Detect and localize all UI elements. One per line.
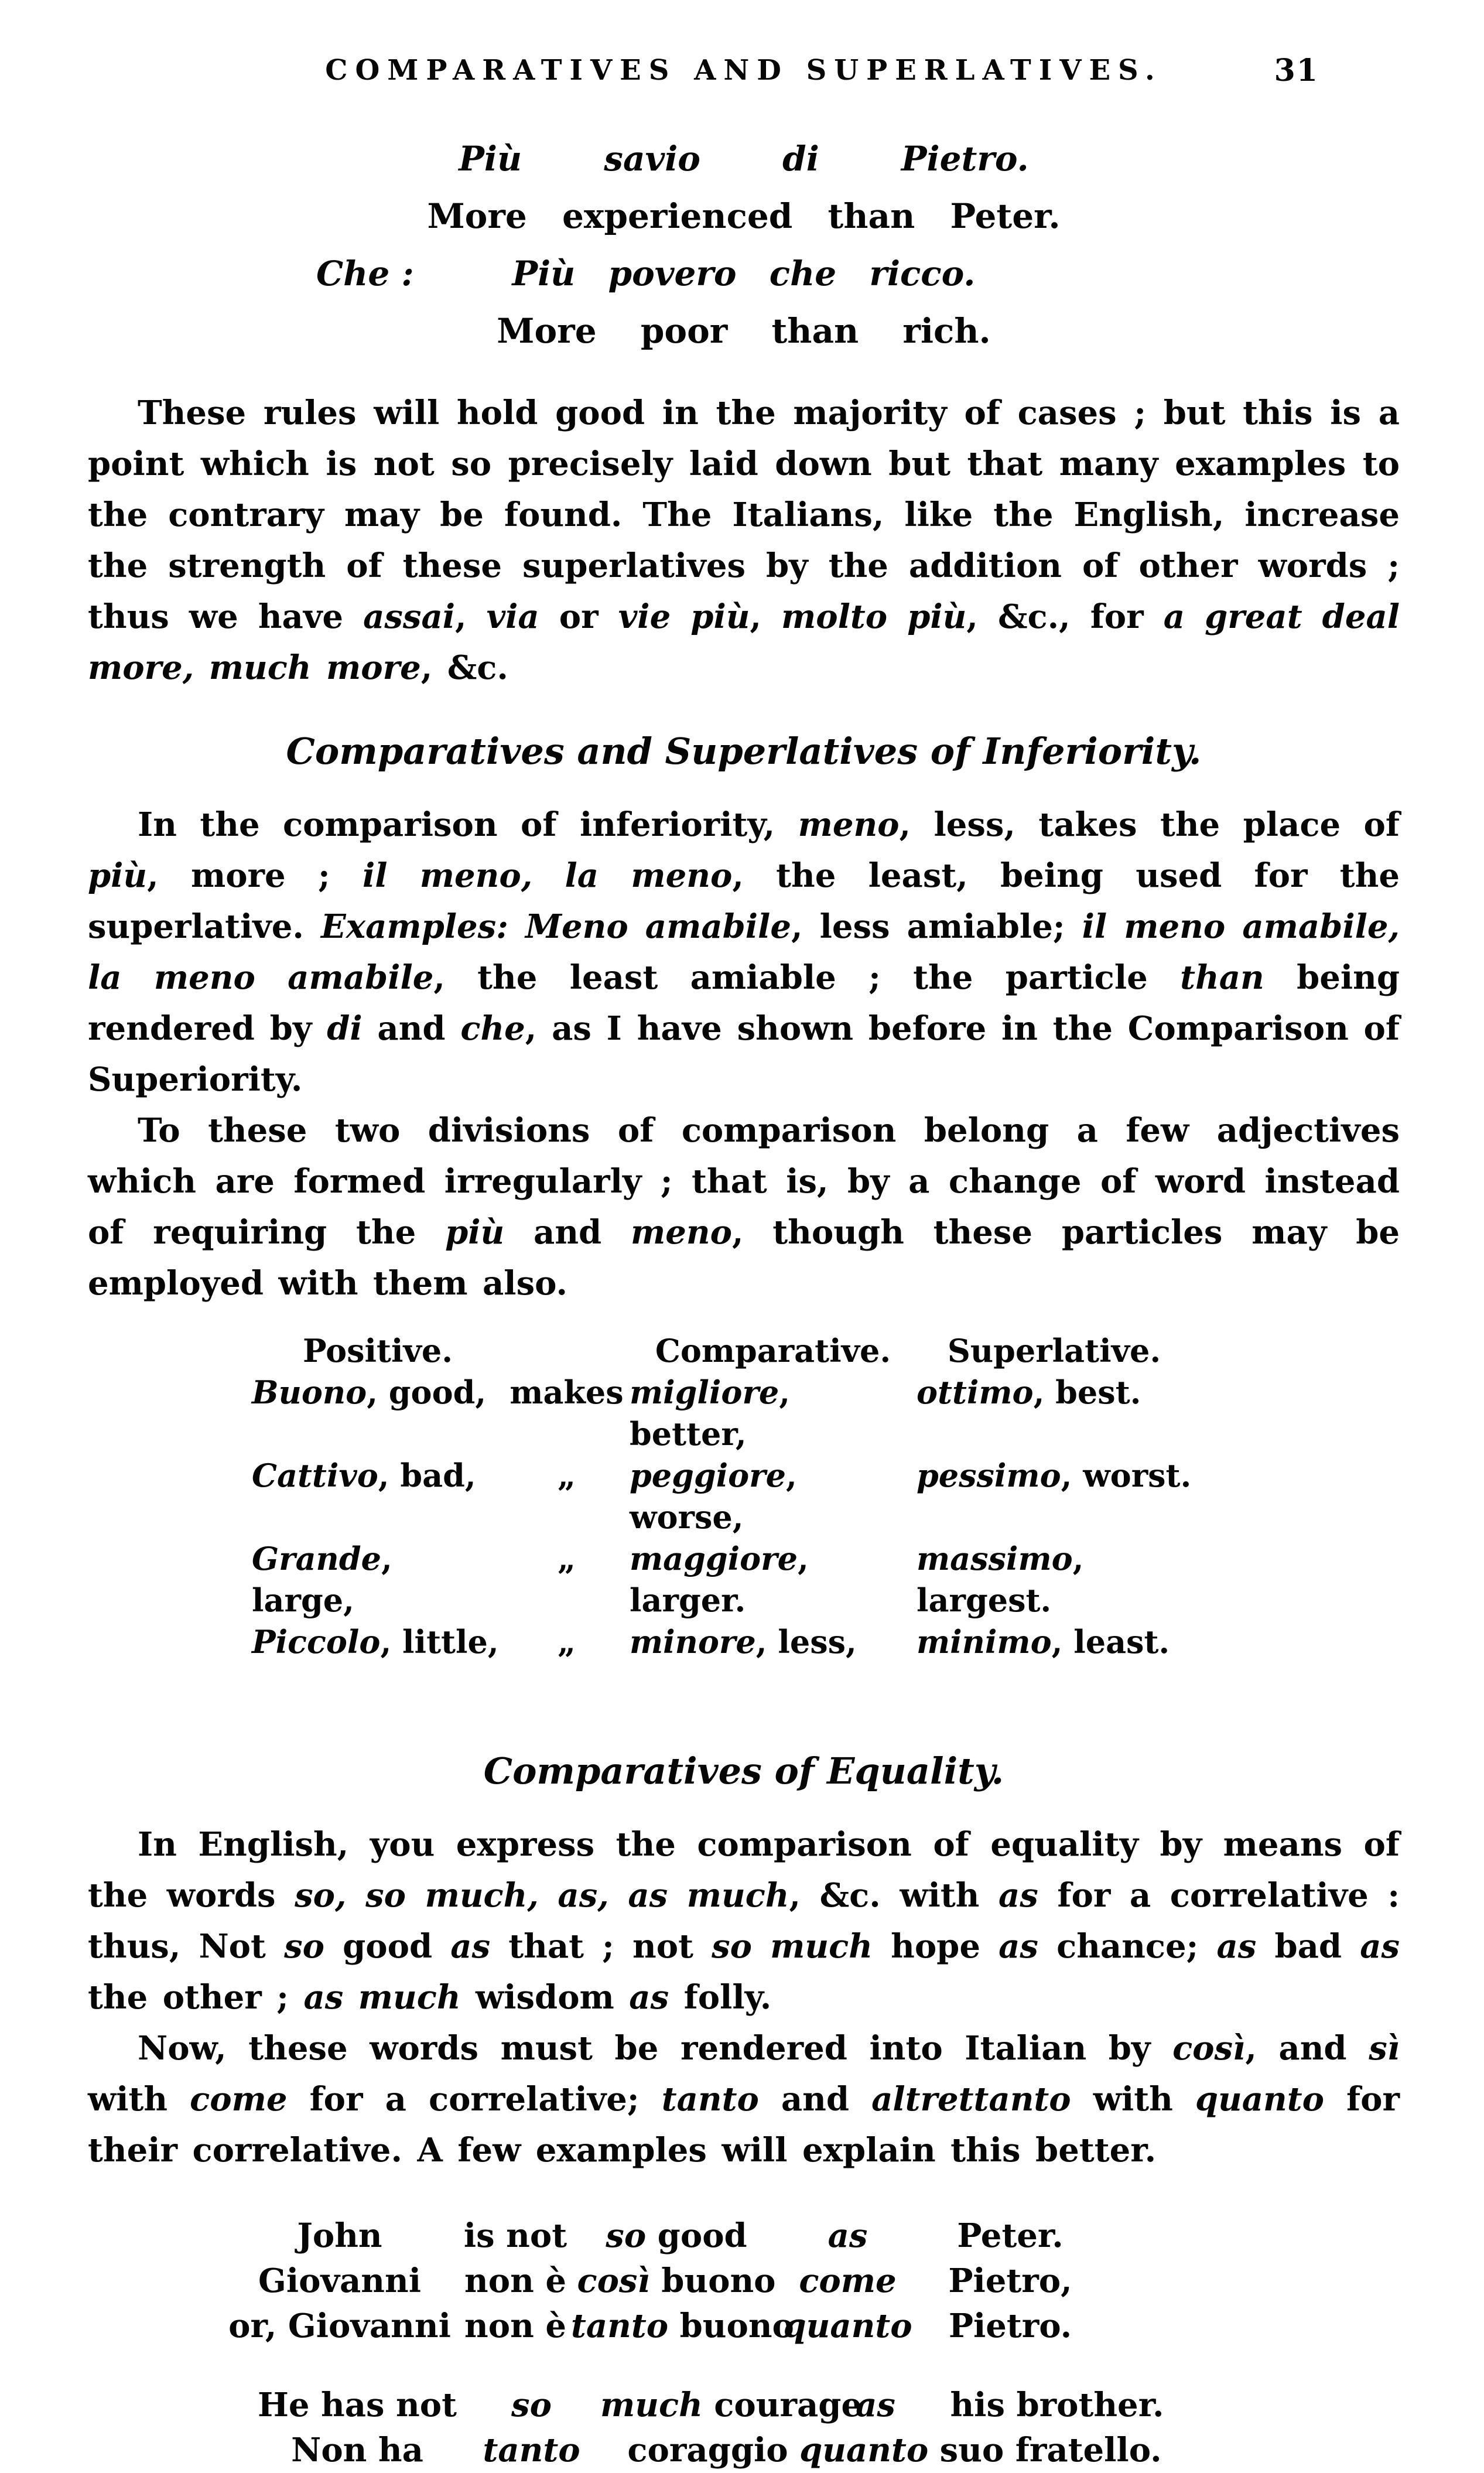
example-cell: as bbox=[828, 2216, 868, 2255]
equality-example-table-1 bbox=[220, 2214, 1400, 2349]
example-english-line-2: More poor than rich. bbox=[497, 311, 991, 351]
paragraph-irregular-adjectives: To these two divisions of comparison belong a few adjectives which are formed irregularly ; that is, by a change of word instead of requiring the più and meno, though these particles may be employed with them also. bbox=[88, 1111, 1400, 1303]
table-cell-comparative: migliore, better, bbox=[630, 1374, 791, 1453]
column-header-comparative: Comparative. bbox=[655, 1332, 891, 1369]
example-cell: is not bbox=[463, 2216, 567, 2255]
example-che-line bbox=[88, 245, 1400, 302]
section-heading-inferiority: Comparatives and Superlatives of Inferiority. bbox=[286, 730, 1202, 773]
example-cell: non è bbox=[464, 2262, 566, 2300]
paragraph-equality-english: In English, you express the comparison of equality by means of the words so, so much, as, as much, &c. with as for a correlative : thus, Not so good as that ; not so much hope as chance; as bad as the other ; as much wisdom as folly. bbox=[88, 1825, 1400, 2017]
page-number: 31 bbox=[1274, 53, 1319, 88]
table-cell-ditto: „ bbox=[557, 1457, 576, 1494]
example-cell: coraggio quanto suo fratello. bbox=[627, 2431, 1162, 2469]
example-italian-line-2: Più povero che ricco. bbox=[512, 254, 976, 293]
column-header-superlative: Superlative. bbox=[947, 1332, 1161, 1369]
example-cell: Giovanni bbox=[258, 2262, 421, 2300]
table-cell-positive: Grande, large, bbox=[252, 1540, 392, 1619]
column-header-spacer bbox=[504, 1330, 630, 1372]
example-cell: così buono bbox=[577, 2262, 776, 2300]
example-cell: tanto buono bbox=[571, 2307, 794, 2345]
top-example-block bbox=[88, 130, 1400, 360]
table-cell-superlative: massimo, largest. bbox=[917, 1540, 1084, 1619]
table-cell-comparative: peggiore, worse, bbox=[630, 1457, 797, 1536]
table-cell-superlative: minimo, least. bbox=[917, 1623, 1170, 1661]
column-header-positive: Positive. bbox=[302, 1332, 453, 1369]
example-cell: non è bbox=[464, 2307, 566, 2345]
example-cell: Peter. bbox=[957, 2216, 1064, 2255]
table-cell-ditto: „ bbox=[557, 1623, 576, 1661]
example-cell: much courage bbox=[600, 2386, 863, 2424]
table-cell-comparative: maggiore, larger. bbox=[630, 1540, 809, 1619]
table-cell-superlative: ottimo, best. bbox=[917, 1374, 1141, 1411]
example-cell: John bbox=[297, 2216, 382, 2255]
table-cell-superlative: pessimo, worst. bbox=[917, 1457, 1192, 1494]
section-heading-equality: Comparatives of Equality. bbox=[483, 1750, 1004, 1792]
table-cell-positive: Buono, good, bbox=[252, 1374, 487, 1411]
example-cell: quanto bbox=[783, 2307, 912, 2345]
table-cell-ditto: „ bbox=[557, 1540, 576, 1577]
example-cell: or, Giovanni bbox=[228, 2307, 451, 2345]
running-header bbox=[88, 54, 1400, 91]
example-italian-line-1: Più savio di Pietro. bbox=[459, 139, 1029, 179]
example-cell: so good bbox=[606, 2216, 747, 2255]
example-cell: as bbox=[856, 2386, 895, 2424]
example-cell: come bbox=[799, 2262, 897, 2300]
example-cell: his brother. bbox=[950, 2386, 1164, 2424]
table-cell-positive: Piccolo, little, bbox=[252, 1623, 499, 1661]
example-cell: tanto bbox=[483, 2431, 580, 2469]
table-cell-comparative: minore, less, bbox=[630, 1623, 857, 1661]
irregular-adjectives-table bbox=[252, 1330, 1400, 1663]
table-cell-makes: makes bbox=[510, 1374, 624, 1411]
che-label: Che : bbox=[316, 254, 414, 293]
paragraph-equality-italian: Now, these words must be rendered into Italian by così, and sì with come for a correlative; tanto and altrettanto with quanto for their correlative. A few examples will explain this better. bbox=[88, 2029, 1400, 2170]
equality-example-table-2 bbox=[252, 2383, 1400, 2473]
table-cell-positive: Cattivo, bad, bbox=[252, 1457, 476, 1494]
running-header-title: COMPARATIVES AND SUPERLATIVES. bbox=[325, 54, 1162, 87]
example-english-line-1: More experienced than Peter. bbox=[427, 196, 1061, 236]
example-cell: Pietro. bbox=[948, 2307, 1072, 2345]
example-cell: so bbox=[511, 2386, 552, 2424]
paragraph-rules: These rules will hold good in the majority of cases ; but this is a point which is not so precisely laid down but that many examples to the contrary may be found. The Italians, like the English, increase the strength of these superlatives by the addition of other words ; thus we have assai, via or vie più, molto più, &c., for a great deal more, much more, &c. bbox=[88, 394, 1400, 687]
example-cell: Pietro, bbox=[948, 2262, 1072, 2300]
example-cell: Non ha bbox=[291, 2431, 423, 2469]
paragraph-inferiority: In the comparison of inferiority, meno, less, takes the place of più, more ; il meno, la meno, the least, being used for the superlative. Examples: Meno amabile, less amiable; il meno amabile, la meno amabile, the least amiable ; the particle than being rendered by di and che, as I have shown before in the Comparison of Superiority. bbox=[88, 805, 1400, 1099]
example-cell: He has not bbox=[258, 2386, 457, 2424]
